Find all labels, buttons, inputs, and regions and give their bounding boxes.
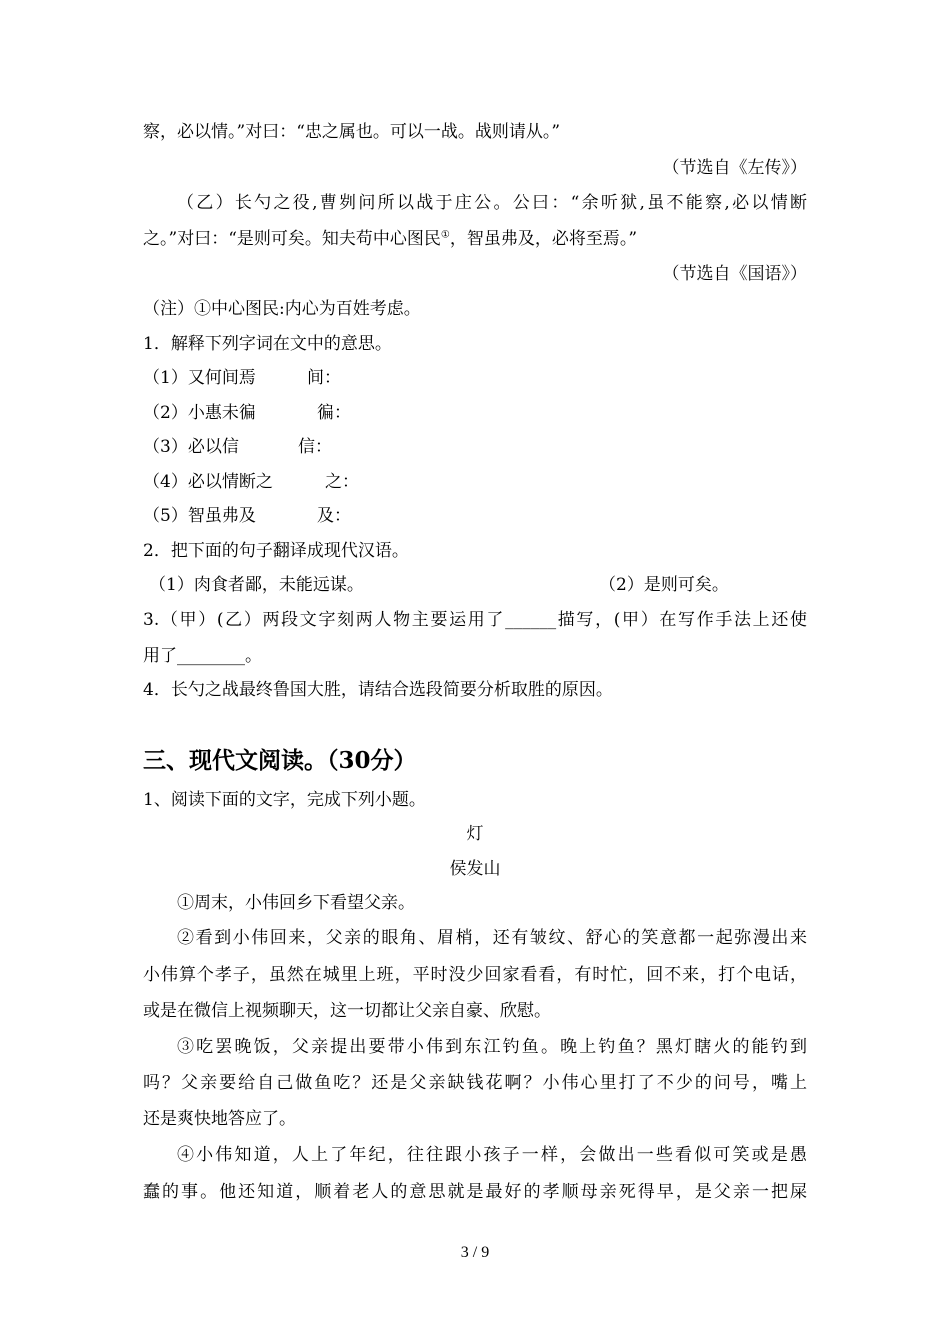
note-mark: ①: [440, 229, 450, 241]
item-phrase: （4）必以情断之: [143, 472, 273, 492]
article-title: 灯: [466, 824, 484, 844]
article-line: 吗？父亲要给自己做鱼吃？还是父亲缺钱花啊？小伟心里打了不少的问号，嘴上: [143, 1073, 807, 1093]
section-3-title: 三、现代文阅读。（30分）: [143, 747, 417, 774]
item-word: 间：: [307, 368, 341, 388]
item-word: 信：: [298, 437, 332, 457]
passage-yi-line-2: [143, 227, 807, 251]
question-2-stem: 2．把下面的句子翻译成现代汉语。: [143, 541, 409, 561]
annotation-note: （注）①中心图民:内心为百姓考虑。: [143, 299, 421, 319]
item-phrase: （3）必以信: [143, 437, 239, 457]
question-2-item-1: （1）肉食者鄙，未能远谋。: [149, 575, 364, 595]
item-word: 及：: [317, 506, 351, 526]
article-line: ①周末，小伟回乡下看望父亲。: [177, 893, 415, 913]
question-4: 4．长勺之战最终鲁国大胜，请结合选段简要分析取胜的原因。: [143, 680, 613, 700]
passage-jia-tail: 察，必以情。”对曰：“忠之属也。可以一战。战则请从。”: [143, 122, 561, 142]
item-phrase: （2）小惠未徧: [143, 403, 256, 423]
article-line: 蠢的事。他还知道，顺着老人的意思就是最好的孝顺母亲死得早，是父亲一把屎: [143, 1182, 807, 1202]
question-2-items: [143, 573, 807, 597]
page-number: 3 / 9: [460, 1244, 490, 1261]
question-1-item: [143, 366, 807, 390]
item-phrase: （1）又何间焉: [143, 368, 256, 388]
article-line: ③吃罢晚饭，父亲提出要带小伟到东江钓鱼。晚上钓鱼？黑灯瞎火的能钓到: [177, 1037, 807, 1057]
source-yi: （节选自《国语》）: [662, 264, 807, 284]
passage-yi-line-2-after-note: ，智虽弗及，必将至焉。”: [449, 229, 638, 249]
question-1-stem: 1．解释下列字词在文中的意思。: [143, 334, 392, 354]
article-author: 侯发山: [449, 859, 501, 879]
question-3-line-2: 用了________。: [143, 646, 262, 666]
section-3-intro: 1、阅读下面的文字，完成下列小题。: [143, 790, 426, 810]
question-1-item: [143, 470, 807, 494]
passage-yi-line-2-before-note: 之。”对曰：“是则可矣。知夫苟中心图民: [143, 229, 441, 249]
question-2-item-2: （2）是则可矣。: [599, 575, 729, 595]
question-1-item: [143, 401, 807, 425]
article-line: 还是爽快地答应了。: [143, 1109, 296, 1129]
article-line: ②看到小伟回来，父亲的眼角、眉梢，还有皱纹、舒心的笑意都一起弥漫出来: [177, 928, 807, 948]
article-line: ④小伟知道，人上了年纪，往往跟小孩子一样，会做出一些看似可笑或是愚: [177, 1145, 807, 1165]
question-3-line-1: 3.（甲）(乙）两段文字刻两人物主要运用了______描写，(甲）在写作手法上还使: [143, 610, 807, 630]
source-jia: （节选自《左传》）: [662, 158, 807, 178]
passage-yi-line-1: （乙）长勺之役,曹刿问所以战于庄公。公曰：“余听狱,虽不能察,必以情断: [177, 193, 807, 213]
item-phrase: （5）智虽弗及: [143, 506, 256, 526]
question-1-item: [143, 504, 807, 528]
item-word: 徧：: [317, 403, 351, 423]
question-1-item: [143, 435, 807, 459]
article-line: 小伟算个孝子，虽然在城里上班，平时没少回家看看，有时忙，回不来，打个电话，: [143, 965, 807, 985]
article-line: 或是在微信上视频聊天，这一切都让父亲自豪、欣慰。: [143, 1001, 551, 1021]
item-word: 之：: [325, 472, 359, 492]
